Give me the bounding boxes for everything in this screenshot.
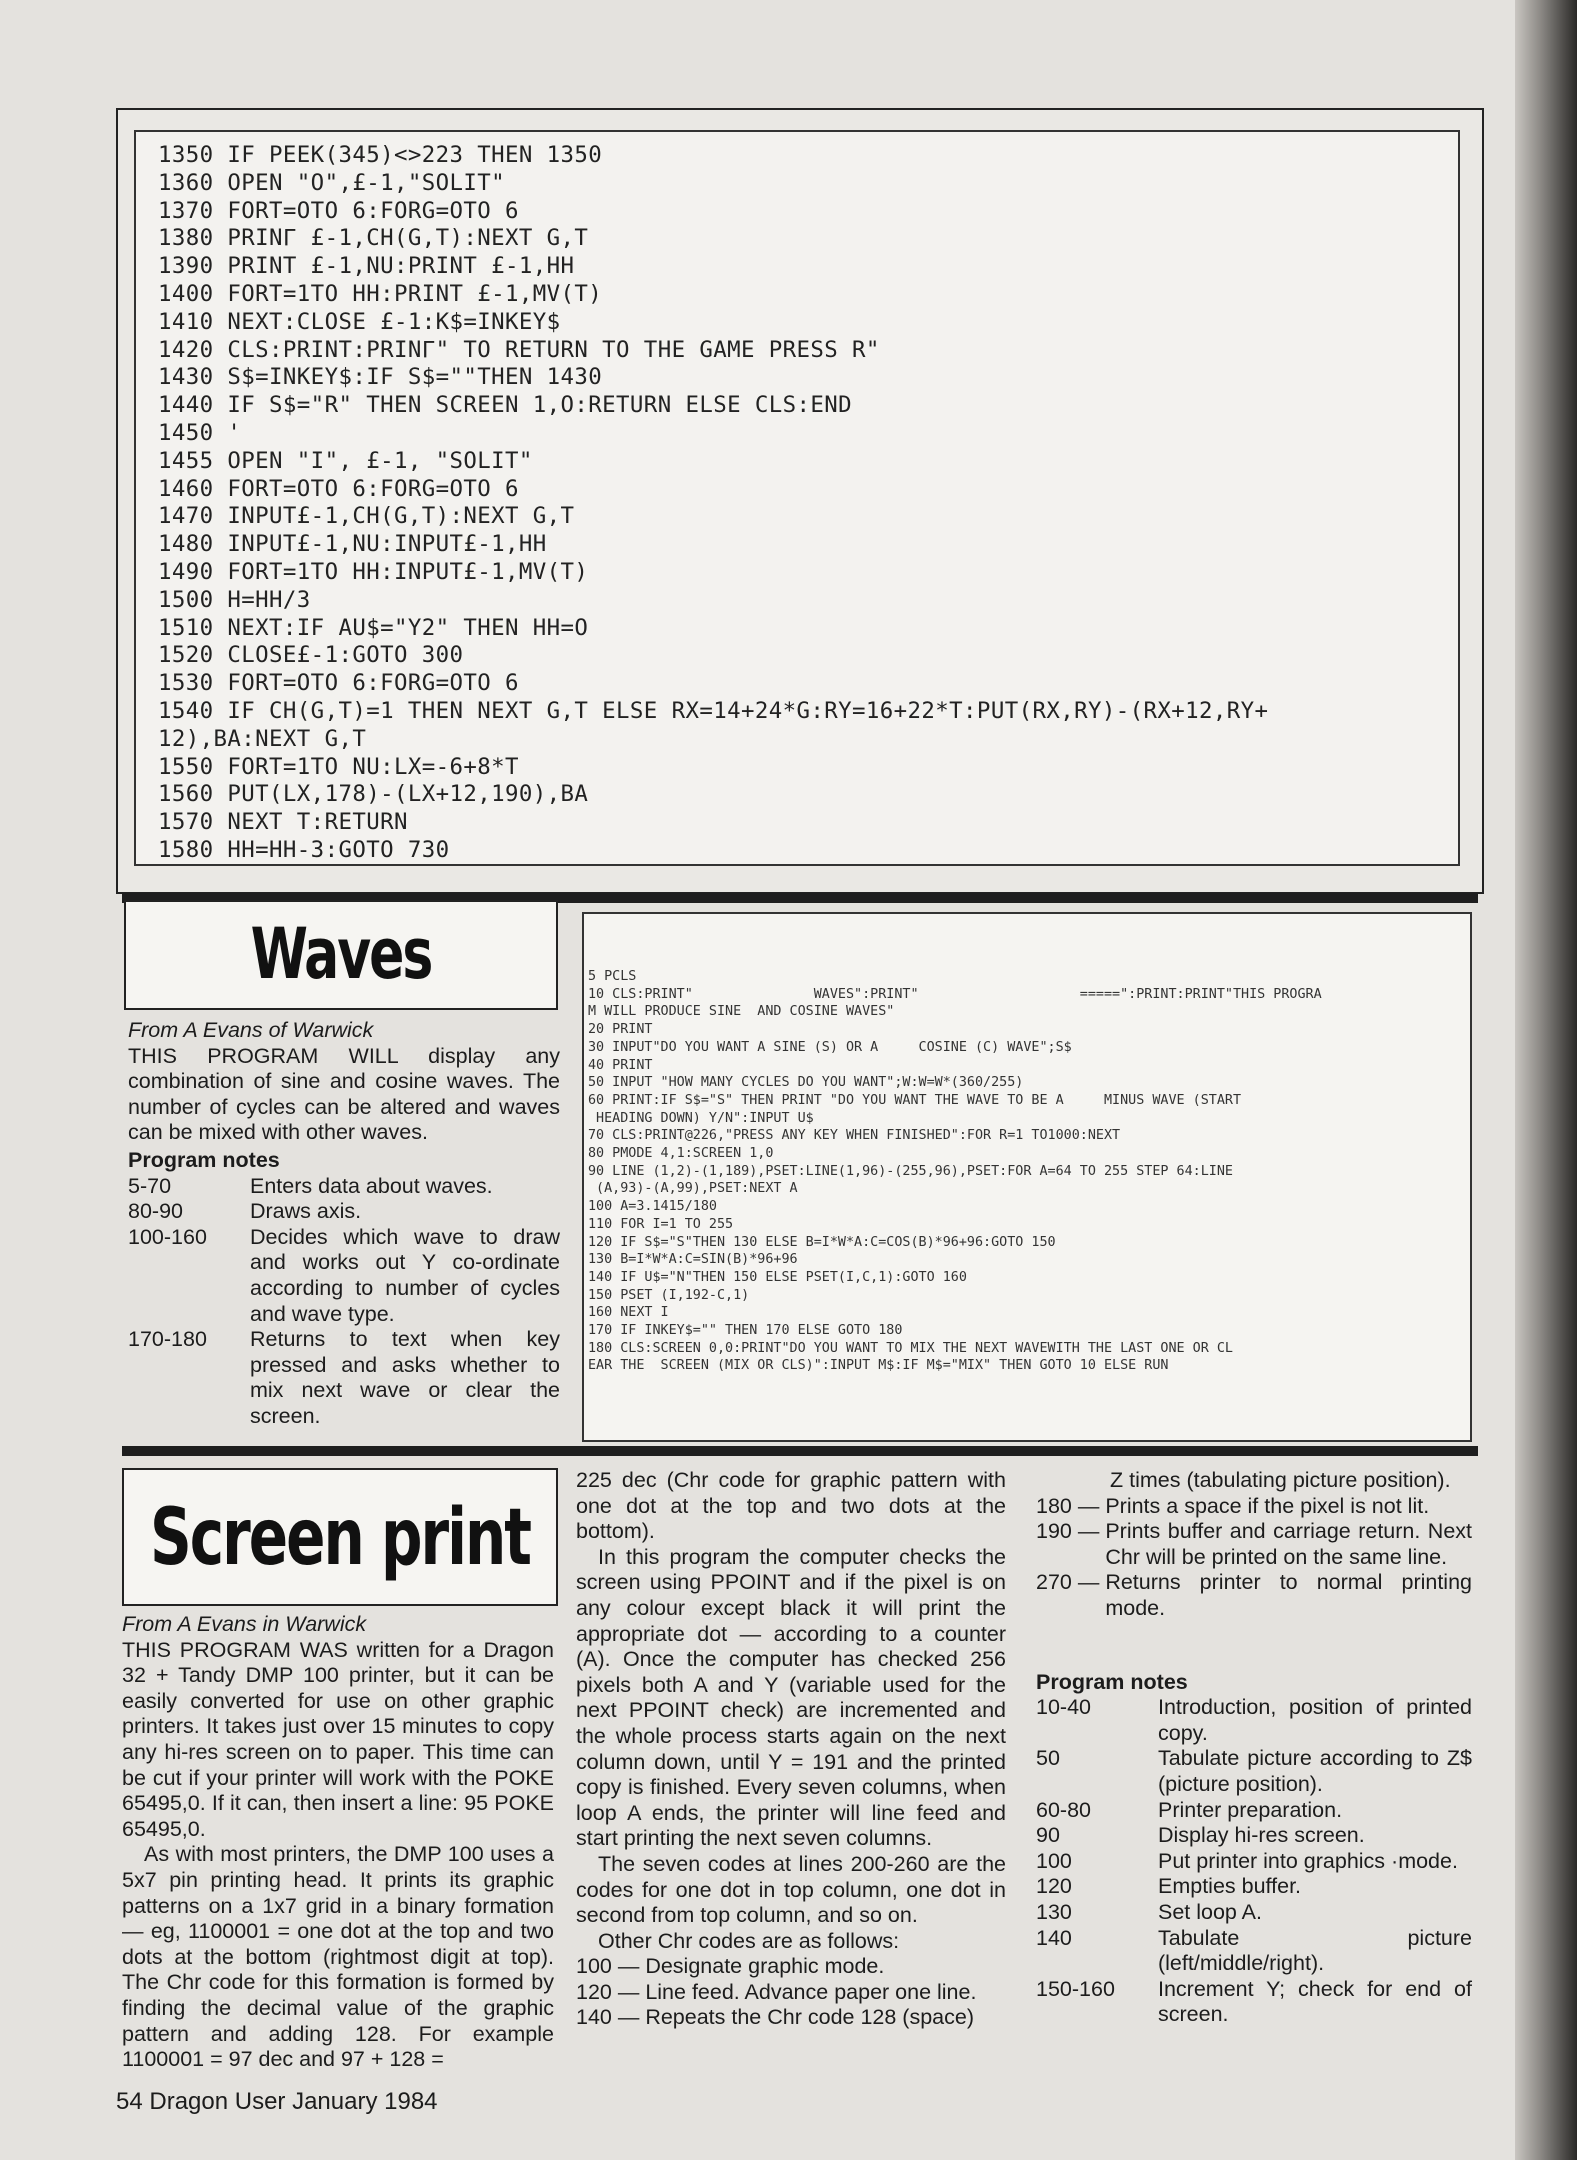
code-line: 1370 FORT=OTO 6:FORG=OTO 6 [158, 197, 519, 224]
program-listing [134, 130, 1460, 866]
code-line: 1430 S$=INKEY$:IF S$=""THEN 1430 [158, 364, 603, 391]
screen-print-byline: From A Evans in Warwick [122, 1612, 367, 1636]
note-row [1036, 1849, 1472, 1875]
page-footer: 54 Dragon User January 1984 [116, 2088, 438, 2115]
screen-print-title: Screen print [150, 1491, 530, 1583]
note-line-range: 80-90 [128, 1199, 183, 1224]
code-line: 1570 NEXT T:RETURN [158, 809, 408, 836]
code-line: 1420 CLS:PRINT:PRINΓ" TO RETURN TO THE GAME PRESS R" [158, 336, 880, 363]
note-description: Display hi-res screen. [1158, 1823, 1365, 1848]
code-line: 1490 FORT=1TO HH:INPUT£-1,MV(T) [158, 558, 589, 585]
waves-intro: THIS PROGRAM WILL display any combination of sine and cosine waves. The number of cycles can be altered and waves can be mixed with other waves. [128, 1043, 560, 1145]
note-line-range: 100-160 [128, 1224, 207, 1249]
note-line-range: 170-180 [128, 1327, 207, 1352]
listing-outer-box [116, 108, 1484, 894]
note-row [128, 1225, 560, 1327]
chr-code-item [576, 2005, 1006, 2031]
code-line: 1450 ' [158, 419, 242, 446]
note-description: Tabulate picture according to Z$ (picture position). [1158, 1746, 1472, 1796]
code-line: 50 INPUT "HOW MANY CYCLES DO YOU WANT";W:W=W*(360/255) [588, 1075, 1024, 1091]
code-line: (A,93)-(A,99),PSET:NEXT A [588, 1181, 798, 1197]
waves-byline: From A Evans of Warwick [128, 1018, 374, 1042]
note-line-range: 100 [1036, 1848, 1072, 1873]
note-row [128, 1327, 560, 1429]
chr-code-number: 100 — [576, 1954, 646, 1979]
code-line: 1500 H=HH/3 [158, 586, 311, 613]
chr-code-item [1036, 1570, 1472, 1621]
screen-print-title-box [122, 1468, 558, 1606]
code-line: M WILL PRODUCE SINE AND COSINE WAVES" [588, 1004, 895, 1020]
waves-notes-heading: Program notes [128, 1147, 280, 1172]
chr-code-item [576, 1980, 1006, 2006]
note-row [1036, 1746, 1472, 1797]
note-line-range: 5-70 [128, 1173, 172, 1198]
code-line: 1455 OPEN "I", £-1, "SOLIT" [158, 447, 533, 474]
code-line: 130 B=I*W*A:C=SIN(B)*96+96 [588, 1252, 798, 1268]
chr-code-description: Designate graphic mode. [645, 1954, 885, 1979]
waves-title: Waves [250, 914, 432, 996]
chr-code-description: Prints buffer and carriage return. Next Chr will be printed on the same line. [1105, 1519, 1472, 1569]
chr-code-description: Prints a space if the pixel is not lit. [1105, 1493, 1430, 1518]
chr-code-description: Returns printer to normal printing mode. [1105, 1570, 1472, 1620]
note-line-range: 60-80 [1036, 1797, 1091, 1822]
note-description: Enters data about waves. [250, 1173, 493, 1198]
screen-print-col2-body [576, 1468, 1006, 1954]
code-line: 140 IF U$="N"THEN 150 ELSE PSET(I,C,1):GOTO 160 [588, 1269, 967, 1285]
code-line: 1580 HH=HH-3:GOTO 730 [158, 836, 450, 863]
code-line: 1390 PRINT £-1,NU:PRINT £-1,HH [158, 253, 575, 280]
code-line: 160 NEXT I [588, 1305, 669, 1321]
chr-code-item [576, 1954, 1006, 1980]
note-row [128, 1199, 560, 1225]
code-line: HEADING DOWN) Y/N":INPUT U$ [588, 1110, 814, 1126]
note-line-range: 150-160 [1036, 1976, 1115, 2001]
paragraph: 225 dec (Chr code for graphic pattern with one dot at the top and two dots at the bottom). [576, 1468, 1006, 1544]
code-line: 1470 INPUT£-1,CH(G,T):NEXT G,T [158, 503, 575, 530]
waves-notes-list [128, 1174, 560, 1430]
note-row [1036, 1977, 1472, 2028]
note-description: Printer preparation. [1158, 1797, 1343, 1822]
code-line: EAR THE SCREEN (MIX OR CLS)":INPUT M$:IF M$="MIX" THEN GOTO 10 ELSE RUN [588, 1358, 1169, 1374]
paragraph: As with most printers, the DMP 100 uses a 5x7 pin printing head. It prints its graphic patterns on a 1x7 grid in a binary formation — eg, 1100001 = one dot at the top and two dots at the bottom (rightmost digit at top). The Chr code for this formation is formed by finding the decimal value of the graphic pattern and adding 128. For example 1100001 = 97 dec and 97 + 128 = [122, 1842, 554, 2072]
code-line: 150 PSET (I,192-C,1) [588, 1287, 750, 1303]
note-row [1036, 1926, 1472, 1977]
note-description: Increment Y; check for end of screen. [1158, 1976, 1472, 2027]
code-line: 1480 INPUT£-1,NU:INPUT£-1,HH [158, 531, 547, 558]
chr-code-number: 140 — [576, 2005, 646, 2030]
screen-print-notes-heading: Program notes [1036, 1669, 1188, 1694]
note-line-range: 130 [1036, 1899, 1072, 1924]
waves-title-box [124, 900, 558, 1010]
note-description: Empties buffer. [1158, 1874, 1302, 1899]
note-line-range: 50 [1036, 1746, 1060, 1771]
chr-code-description: Repeats the Chr code 128 (space) [645, 2005, 974, 2030]
paragraph: THIS PROGRAM WAS written for a Dragon 32 + Tandy DMP 100 printer, but it can be easily converted for use on other graphic printers. It takes just over 15 minutes to copy any hi-res screen on to paper. This time can be cut if your printer will work with the POKE 65495,0. If it can, then insert a line: 95 POKE 65495,0. [122, 1637, 554, 1841]
chr-code-number: 120 — [576, 1979, 646, 2004]
paragraph: In this program the computer checks the screen using PPOINT and if the pixel is on any colour except black it will print the appropriate dot — according to a counter (A). Once the computer has checked 256 pixels both A and Y (variable used for the next PPOINT check) are incremented and the whole process starts again on the next column down, until Y = 191 and the printed copy is finished. Every seven columns, when loop A ends, the printer will line feed and start printing the next seven columns. [576, 1544, 1006, 1851]
code-line: 40 PRINT [588, 1057, 653, 1073]
chr-code-item [1036, 1468, 1472, 1494]
note-line-range: 90 [1036, 1823, 1060, 1848]
note-row [1036, 1874, 1472, 1900]
chr-code-item [1036, 1519, 1472, 1570]
code-line: 1350 IF PEEK(345)<>223 THEN 1350 [158, 142, 603, 168]
screen-print-chr-codes-cont [1036, 1468, 1472, 1622]
code-line: 180 CLS:SCREEN 0,0:PRINT"DO YOU WANT TO MIX THE NEXT WAVEWITH THE LAST ONE OR CL [588, 1340, 1233, 1356]
note-row [1036, 1695, 1472, 1746]
note-row [1036, 1798, 1472, 1824]
chr-code-number: 190 — [1036, 1519, 1106, 1544]
code-line: 120 IF S$="S"THEN 130 ELSE B=I*W*A:C=COS(B)*96+96:GOTO 150 [588, 1234, 1056, 1250]
note-description: Tabulate picture (left/middle/right). [1158, 1925, 1472, 1976]
code-line: 1440 IF S$="R" THEN SCREEN 1,O:RETURN ELSE CLS:END [158, 392, 853, 419]
chr-code-number: 270 — [1036, 1570, 1106, 1595]
note-description: Introduction, position of printed copy. [1158, 1695, 1472, 1745]
note-description: Set loop A. [1158, 1899, 1262, 1924]
code-line: 80 PMODE 4,1:SCREEN 1,0 [588, 1146, 774, 1162]
screen-print-chr-codes [576, 1954, 1006, 2031]
note-line-range: 120 [1036, 1874, 1072, 1899]
code-line: 1560 PUT(LX,178)-(LX+12,190),BA [158, 781, 589, 808]
code-line: 1530 FORT=OTO 6:FORG=OTO 6 [158, 670, 519, 697]
section-divider [122, 1446, 1478, 1456]
note-row [128, 1174, 560, 1200]
note-row [1036, 1900, 1472, 1926]
note-description: Decides which wave to draw and works out Y co-ordinate according to number of cycles and wave type. [250, 1224, 560, 1326]
code-line: 110 FOR I=1 TO 255 [588, 1216, 734, 1232]
code-line: 170 IF INKEY$="" THEN 170 ELSE GOTO 180 [588, 1323, 903, 1339]
code-line: 1400 FORT=1TO HH:PRINT £-1,MV(T) [158, 280, 603, 307]
code-line: 1540 IF CH(G,T)=1 THEN NEXT G,T ELSE RX=14+24*G:RY=16+22*T:PUT(RX,RY)-(RX+12,RY+ [158, 697, 1269, 724]
chr-code-number: 180 — [1036, 1493, 1106, 1518]
screen-print-column-3 [1036, 1468, 1472, 2028]
note-description: Put printer into graphics ·mode. [1158, 1848, 1458, 1873]
note-line-range: 10-40 [1036, 1695, 1091, 1720]
code-line: 1360 OPEN "O",£-1,"SOLIT" [158, 169, 506, 196]
code-line: 1410 NEXT:CLOSE £-1:K$=INKEY$ [158, 308, 561, 335]
code-line: 30 INPUT"DO YOU WANT A SINE (S) OR A COSINE (C) WAVE";S$ [588, 1039, 1072, 1055]
code-line: 10 CLS:PRINT" WAVES":PRINT" =====":PRINT:PRINT"THIS PROGRA [588, 986, 1322, 1002]
code-line: 60 PRINT:IF S$="S" THEN PRINT "DO YOU WANT THE WAVE TO BE A MINUS WAVE (START [588, 1092, 1242, 1108]
screen-print-notes-list [1036, 1695, 1472, 2028]
screen-print-column-1 [122, 1612, 554, 2073]
code-line: 12),BA:NEXT G,T [158, 725, 367, 752]
chr-code-description: Z times (tabulating picture position). [1110, 1468, 1451, 1492]
page-binding-edge [1515, 0, 1577, 2160]
waves-listing-box [582, 912, 1472, 1442]
code-line: 1460 FORT=OTO 6:FORG=OTO 6 [158, 475, 519, 502]
code-line: 90 LINE (1,2)-(1,189),PSET:LINE(1,96)-(255,96),PSET:FOR A=64 TO 255 STEP 64:LINE [588, 1163, 1233, 1179]
waves-program-listing [588, 968, 1470, 1375]
code-line: 20 PRINT [588, 1022, 653, 1038]
code-line: 1510 NEXT:IF AU$="Y2" THEN HH=O [158, 614, 589, 641]
note-description: Returns to text when key pressed and asks whether to mix next wave or clear the screen. [250, 1327, 560, 1428]
code-line: 1550 FORT=1TO NU:LX=-6+8*T [158, 753, 519, 780]
chr-code-item [1036, 1494, 1472, 1520]
code-line: 1380 PRINΓ £-1,CH(G,T):NEXT G,T [158, 225, 589, 252]
note-description: Draws axis. [250, 1199, 362, 1224]
code-line: 1520 CLOSE£-1:GOTO 300 [158, 642, 464, 669]
note-row [1036, 1823, 1472, 1849]
paragraph: Other Chr codes are as follows: [598, 1928, 900, 1953]
chr-code-description: Line feed. Advance paper one line. [645, 1979, 977, 2004]
code-line: 100 A=3.1415/180 [588, 1199, 717, 1215]
waves-text-column [128, 1018, 560, 1430]
screen-print-col1-body [122, 1638, 554, 2073]
code-line: 70 CLS:PRINT@226,"PRESS ANY KEY WHEN FINISHED":FOR R=1 TO1000:NEXT [588, 1128, 1121, 1144]
screen-print-column-2 [576, 1468, 1006, 2031]
paragraph: The seven codes at lines 200-260 are the codes for one dot in top column, one dot in second from top column, and so on. [576, 1851, 1006, 1928]
note-line-range: 140 [1036, 1925, 1072, 1950]
code-line: 5 PCLS [588, 969, 637, 984]
